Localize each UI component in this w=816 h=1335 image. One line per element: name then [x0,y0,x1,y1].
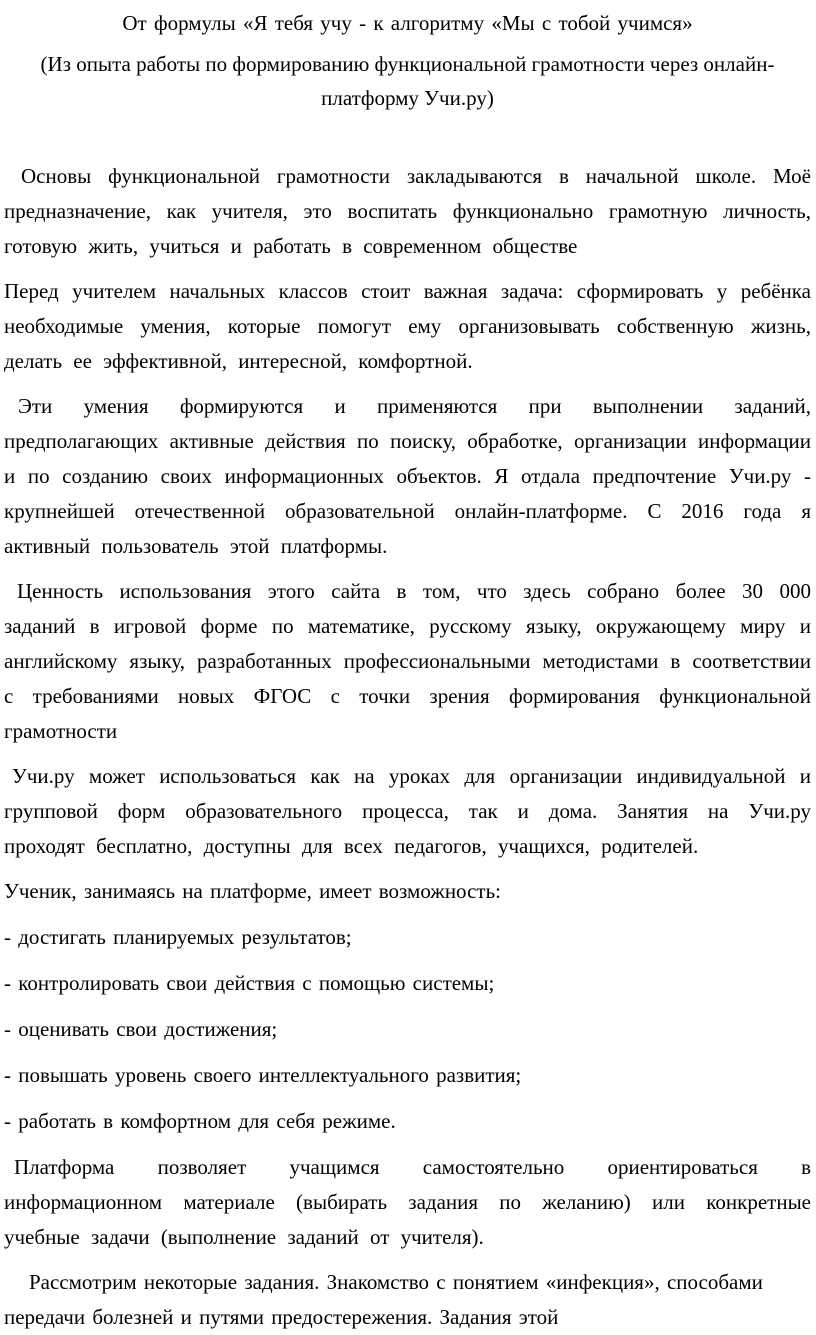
doc-title: От формулы «Я тебя учу - к алгоритму «Мы с тобой учимся» [122,11,693,35]
paragraph-skills-uchiru: Эти умения формируются и применяются при выполнении заданий, предполагающих активные действия по поиску, обработке, организации информации и по созданию своих информационных объектов. Я отдала предпочтение Учи.ру - крупнейшей отечественной образовательной онлайн-платформе. С 2016 года я активный пользователь этой платформы. [4,394,811,558]
paragraph-site-value: Ценность использования этого сайта в том, что здесь собрано более 30 000 заданий в игровой форме по математике, русскому языку, окружающему миру и английскому языку, разработанных профессиональными методистами в соответствии с требованиями новых ФГОС с точки зрения формирования функциональной грамотности [4,579,811,743]
list-intro: Ученик, занимаясь на платформе, имеет возможность: [4,879,501,903]
paragraph-usage: Учи.ру может использоваться как на уроках для организации индивидуальной и групповой форм образовательного процесса, так и дома. Занятия на Учи.ру проходят бесплатно, доступны для всех педагогов, учащихся, родителей. [4,764,811,858]
paragraph-teacher-task: Перед учителем начальных классов стоит важная задача: сформировать у ребёнка необходимые умения, которые помогут ему организовывать собственную жизнь, делать ее эффективной, интересной, комфортной. [4,279,811,373]
paragraph-platform-navigation: Платформа позволяет учащимся самостоятельно ориентироваться в информационном материале (выбирать задания по желанию) или конкретные учебные задачи (выполнение заданий от учителя). [4,1155,811,1249]
list-item-intellect: - повышать уровень своего интеллектуального развития; [4,1063,522,1087]
paragraph-tasks-infection: Рассмотрим некоторые задания. Знакомство с понятием «инфекция», способами передачи болезней и путями предостережения. Задания этой [4,1270,763,1329]
list-item-comfort: - работать в комфортном для себя режиме. [4,1109,396,1133]
list-item-control: - контролировать свои действия с помощью системы; [4,971,495,995]
list-item-results: - достигать планируемых результатов; [4,925,352,949]
list-item-assess: - оценивать свои достижения; [4,1017,278,1041]
doc-subtitle: (Из опыта работы по формированию функциональной грамотности через онлайн-платформу Учи.ру) [40,52,775,110]
paragraph-foundations: Основы функциональной грамотности закладываются в начальной школе. Моё предназначение, как учителя, это воспитать функционально грамотную личность, готовую жить, учиться и работать в современном обществе [4,164,811,258]
